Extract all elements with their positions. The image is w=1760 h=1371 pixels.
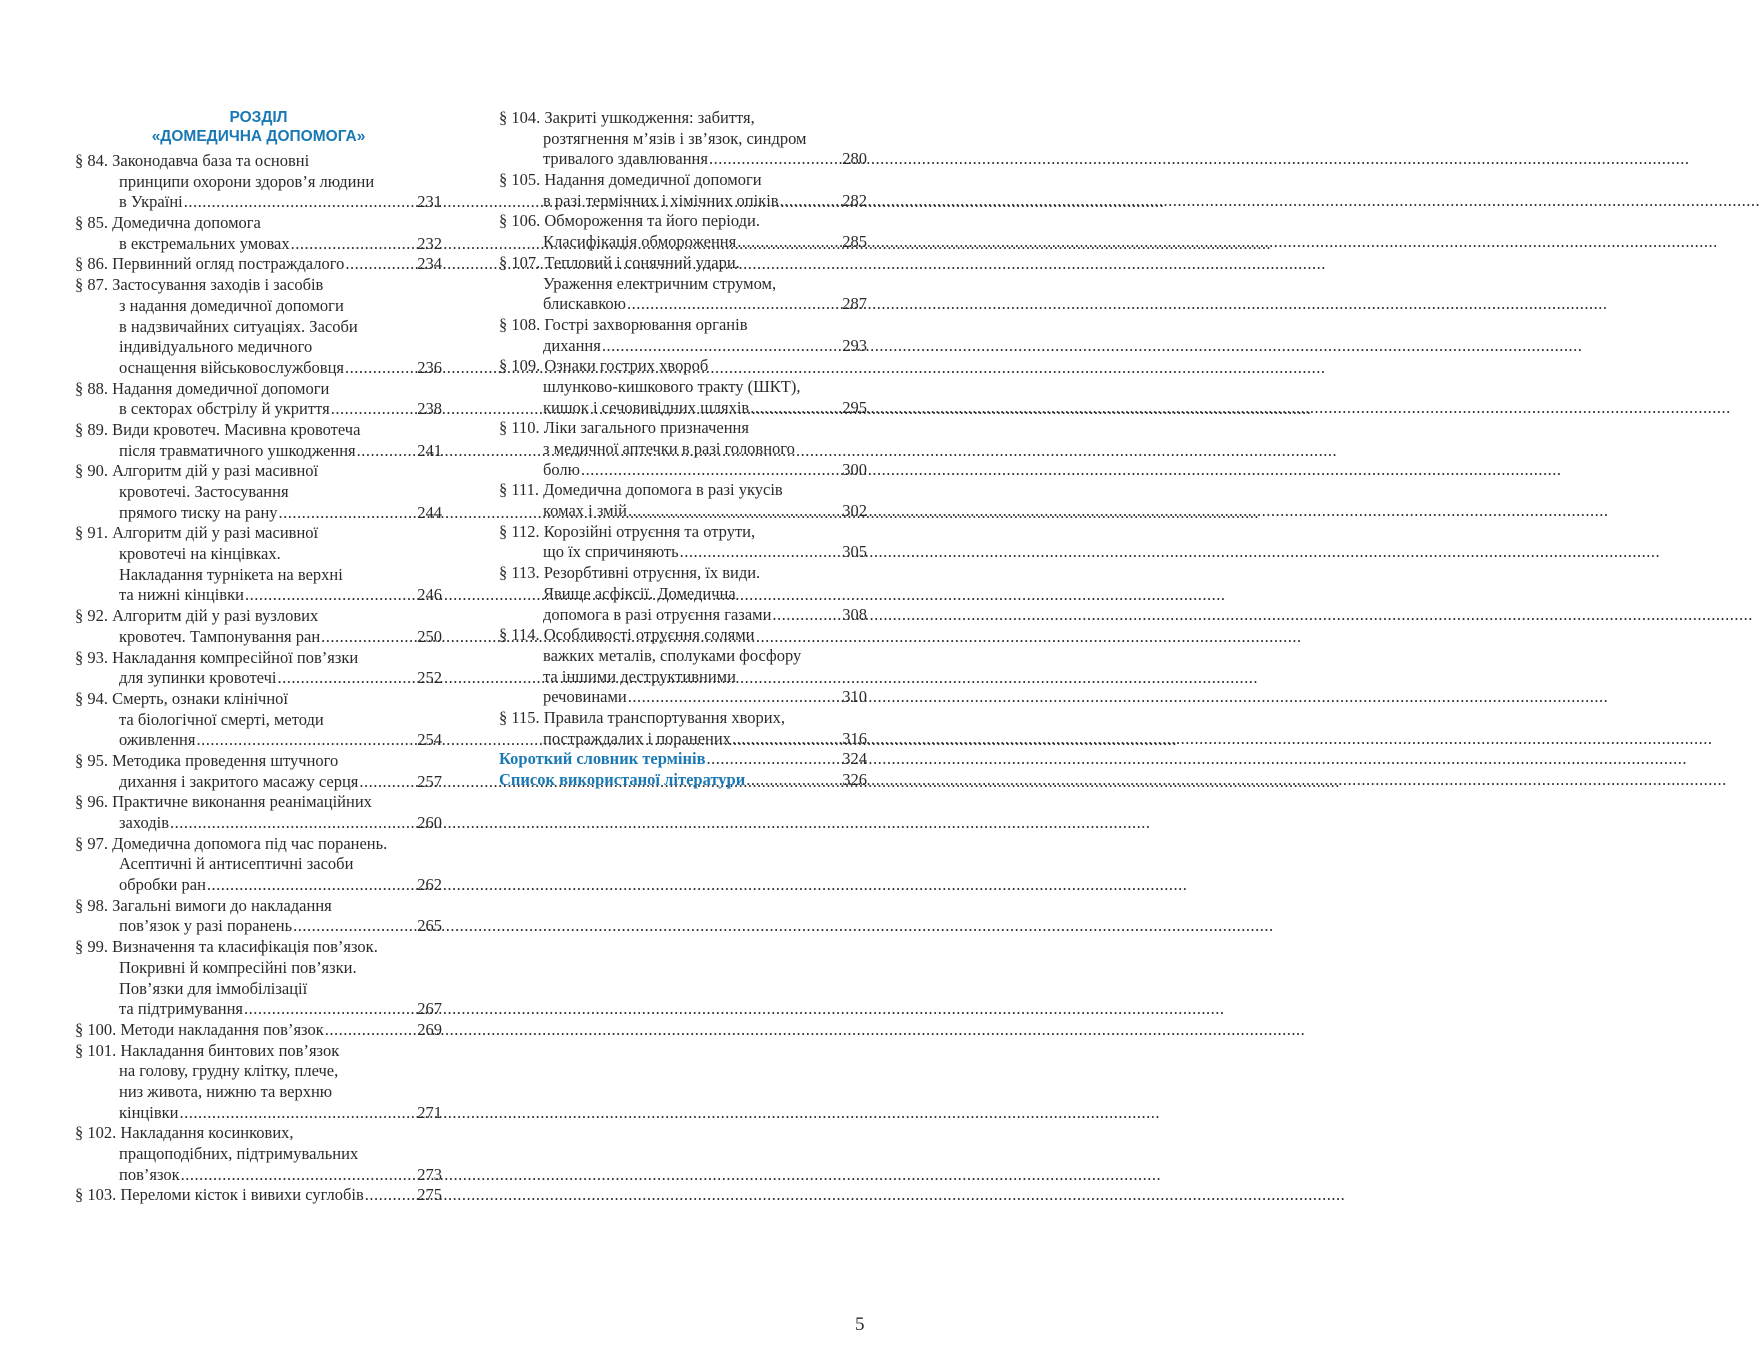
toc-entry[interactable] <box>499 315 867 356</box>
toc-entry-line <box>75 792 442 813</box>
dot-leader <box>732 729 841 750</box>
dot-leader <box>359 772 416 793</box>
toc-entry-text: що їх спричиняють <box>543 542 679 562</box>
toc-entry-line <box>499 191 867 212</box>
toc-entry-text: § 95. Методика проведення штучного <box>75 750 339 770</box>
toc-entry-text: § 104. Закриті ушкодження: забиття, <box>499 108 755 127</box>
toc-entry-text: § 115. Правила транспортування хворих, <box>499 707 785 727</box>
toc-entry-text: в Україні <box>119 192 183 212</box>
dot-leader <box>179 1103 416 1124</box>
toc-entry-text: блискавкою <box>543 294 627 314</box>
toc-entry[interactable] <box>75 1020 442 1041</box>
toc-entry-text: обробки ран <box>119 875 206 895</box>
toc-entry-text: § 91. Алгоритм дій у разі масивної <box>75 523 319 543</box>
toc-page-number: 260 <box>417 813 442 832</box>
toc-entry[interactable] <box>75 461 442 523</box>
toc-entry-line <box>499 501 867 522</box>
toc-entry[interactable] <box>75 751 442 792</box>
toc-entry[interactable] <box>75 379 442 420</box>
toc-entry[interactable] <box>499 770 867 791</box>
toc-page-number: 305 <box>842 542 867 562</box>
section-heading-line: «ДОМЕДИЧНА ДОПОМОГА» <box>151 128 366 145</box>
toc-entry-line <box>75 461 442 482</box>
toc-entry-line <box>75 834 442 855</box>
toc-page-number: 295 <box>842 397 867 417</box>
toc-page-number: 241 <box>417 440 442 460</box>
toc-entry-text: § 85. Домедична допомога <box>75 213 261 233</box>
toc-entry[interactable] <box>75 689 442 751</box>
toc-entry-text: для зупинки кровотечі <box>119 668 277 688</box>
toc-entry-text: § 114. Особливості отруєння солями <box>499 625 755 645</box>
toc-entry-text: з надання домедичної допомоги <box>119 295 344 315</box>
toc-entry-text: § 107. Тепловий і сонячний удари. <box>499 252 740 272</box>
toc-page-number: 308 <box>842 604 867 624</box>
toc-entry-line <box>499 439 867 460</box>
dot-leader <box>709 149 841 170</box>
dot-leader <box>170 813 416 834</box>
toc-entry[interactable] <box>75 420 442 461</box>
toc-entry-text: § 88. Надання домедичної допомоги <box>75 378 330 398</box>
toc-entry-line <box>75 523 442 544</box>
toc-entry-line <box>75 254 442 275</box>
toc-column-left <box>75 108 442 1206</box>
toc-entry-text: низ живота, нижню та верхню <box>119 1081 333 1101</box>
toc-entry-text: в надзвичайних ситуаціях. Засоби <box>119 316 358 336</box>
toc-entry[interactable] <box>499 356 867 418</box>
dot-leader <box>750 398 841 419</box>
toc-entries-left <box>75 151 442 1206</box>
toc-entry[interactable] <box>75 937 442 1020</box>
toc-entry-line <box>499 460 867 481</box>
toc-entry-text: в секторах обстрілу й укриття <box>119 399 330 419</box>
toc-entry-line <box>499 108 867 129</box>
toc-entry[interactable] <box>75 792 442 833</box>
toc-entry[interactable] <box>499 480 867 521</box>
dot-leader <box>321 627 416 648</box>
toc-entry-line <box>499 563 867 584</box>
toc-page-number: 244 <box>417 502 442 522</box>
section-heading-line: РОЗДІЛ <box>229 109 288 126</box>
dot-leader <box>325 1020 417 1041</box>
dot-leader <box>746 770 841 791</box>
toc-entry-line <box>75 896 442 917</box>
toc-entry-line <box>75 730 442 751</box>
dot-leader <box>277 668 416 689</box>
toc-entry[interactable] <box>499 418 867 480</box>
toc-page-number: 267 <box>417 999 442 1019</box>
toc-entry-line <box>75 772 442 793</box>
toc-entry[interactable] <box>75 151 442 213</box>
toc-entry-text: § 99. Визначення та класифікація пов’язок. <box>75 937 378 957</box>
toc-entry[interactable] <box>499 170 867 211</box>
toc-entry-text: з медичної аптечки в разі головного <box>543 439 795 458</box>
toc-entry-line <box>75 689 442 710</box>
toc-entry[interactable] <box>499 749 867 770</box>
toc-entry-text: кровотеч. Тампонування ран <box>119 626 321 646</box>
section-heading <box>75 108 442 146</box>
toc-entry-line <box>499 356 867 377</box>
dot-leader <box>680 542 842 563</box>
toc-entry-text: в екстремальних умовах <box>119 233 290 253</box>
toc-entry-text: § 102. Накладання косинкових, <box>75 1123 294 1143</box>
toc-entry-text: § 98. Загальні вимоги до накладання <box>75 895 332 915</box>
toc-page-number: 254 <box>417 730 442 750</box>
toc-page-number: 275 <box>417 1185 442 1205</box>
dot-leader <box>207 875 416 896</box>
toc-entry-line <box>75 648 442 669</box>
toc-entry-text: після травматичного ушкодження <box>119 440 356 460</box>
dot-leader <box>707 749 842 770</box>
toc-page-number: 316 <box>842 728 867 748</box>
toc-entry-text: Класифікація обмороження <box>543 232 737 252</box>
toc-page-number: 310 <box>842 687 867 707</box>
toc-entry[interactable] <box>499 253 867 315</box>
toc-entry-text: розтягнення м’язів і зв’язок, синдром <box>543 128 807 148</box>
toc-entry-line <box>499 584 867 605</box>
toc-entry-line <box>499 708 867 729</box>
toc-entry-line <box>499 129 867 150</box>
toc-entry-line <box>75 358 442 379</box>
toc-entry[interactable] <box>75 213 442 254</box>
toc-entry-line <box>75 482 442 503</box>
toc-entry-text: § 113. Резорбтивні отруєння, їх види. <box>499 563 761 583</box>
dot-leader <box>331 399 417 420</box>
toc-entry-line <box>75 751 442 772</box>
toc-entry-text: прямого тиску на рану <box>119 502 278 522</box>
dot-leader <box>196 730 416 751</box>
toc-entry-text: дихання <box>543 335 601 355</box>
toc-entry-line <box>75 317 442 338</box>
toc-page-number: 238 <box>417 399 442 419</box>
dot-leader <box>772 605 841 626</box>
dot-leader <box>184 192 417 213</box>
toc-entry-text: § 105. Надання домедичної допомоги <box>499 170 762 190</box>
toc-entry-text: та підтримування <box>119 999 243 1019</box>
toc-entry-line <box>75 213 442 234</box>
dot-leader <box>627 294 841 315</box>
toc-entry-line <box>75 441 442 462</box>
toc-entry-text: Короткий словник термінів <box>499 749 706 769</box>
toc-page-number: 250 <box>417 626 442 646</box>
toc-entry-line <box>75 958 442 979</box>
toc-entry-text: § 94. Смерть, ознаки клінічної <box>75 688 289 708</box>
toc-entry-line <box>499 294 867 315</box>
toc-entry-text: пов’язок <box>119 1164 180 1184</box>
toc-entry-line <box>75 875 442 896</box>
toc-entry-line <box>499 149 867 170</box>
dot-leader <box>293 916 416 937</box>
toc-entry-text: Покривні й компресійні пов’язки. <box>119 957 357 977</box>
toc-entry-line <box>75 937 442 958</box>
toc-page-number: 273 <box>417 1164 442 1184</box>
toc-entry-text: § 86. Первинний огляд постраждалого <box>75 254 345 274</box>
toc-entry-text: та біологічної смерті, методи <box>119 709 324 729</box>
toc-entry-text: § 87. Застосування заходів і засобів <box>75 275 324 295</box>
toc-entry[interactable] <box>75 896 442 937</box>
toc-entry-line <box>75 979 442 1000</box>
toc-entry-text: та іншими деструктивними <box>543 666 736 686</box>
toc-entry-text: § 89. Види кровотеч. Масивна кровотеча <box>75 419 361 439</box>
toc-entry[interactable] <box>499 708 867 749</box>
toc-entry-text: § 111. Домедична допомога в разі укусів <box>499 480 783 500</box>
toc-entry-line <box>499 418 867 439</box>
toc-entry[interactable] <box>75 834 442 896</box>
dot-leader <box>602 336 841 357</box>
toc-entry-line <box>75 337 442 358</box>
toc-entry-line <box>75 1103 442 1124</box>
toc-entry-line <box>75 565 442 586</box>
dot-leader <box>345 254 416 275</box>
dot-leader <box>628 501 841 522</box>
toc-entry-text: § 109. Ознаки гострих хвороб <box>499 356 709 376</box>
toc-page-number: 280 <box>842 149 867 169</box>
toc-entry[interactable] <box>499 108 867 170</box>
toc-entry-text: заходів <box>119 813 170 832</box>
toc-entry[interactable] <box>75 275 442 378</box>
dot-leader <box>365 1185 416 1206</box>
toc-page-number: 282 <box>842 190 867 210</box>
toc-page-number: 324 <box>842 749 867 769</box>
toc-entry-text: на голову, грудну клітку, плече, <box>119 1061 339 1081</box>
dot-leader <box>357 441 417 462</box>
toc-entry-line <box>499 336 867 357</box>
toc-entry-line <box>499 377 867 398</box>
toc-entry[interactable] <box>75 1041 442 1124</box>
toc-entry[interactable] <box>75 648 442 689</box>
toc-entry-line <box>75 1123 442 1144</box>
toc-entry-line <box>75 916 442 937</box>
toc-page-number: 262 <box>417 875 442 895</box>
toc-column-right <box>499 108 867 791</box>
toc-entry[interactable] <box>75 606 442 647</box>
toc-page-number: 234 <box>417 254 442 274</box>
toc-entry-text: § 103. Переломи кісток і вивихи суглобів <box>75 1185 364 1205</box>
toc-entry-text: § 112. Корозійні отруєння та отрути, <box>499 521 756 541</box>
toc-entry-line <box>499 232 867 253</box>
toc-entry-line <box>499 398 867 419</box>
toc-entry-text: Явище асфіксії. Домедична <box>543 583 736 603</box>
toc-entries-right <box>499 108 867 791</box>
toc-page-number: 326 <box>842 770 867 789</box>
toc-entry-line <box>499 542 867 563</box>
toc-entry-line <box>75 1165 442 1186</box>
toc-entry-text: § 97. Домедична допомога під час поранень. <box>75 833 388 853</box>
toc-entry-text: кишок і сечовивідних шляхів <box>543 397 750 417</box>
toc-entry-line <box>75 854 442 875</box>
toc-entry-line <box>499 646 867 667</box>
toc-entry-line <box>499 625 867 646</box>
toc-entry-text: § 108. Гострі захворювання органів <box>499 314 748 334</box>
toc-entry-text: допомога в разі отруєння газами <box>543 604 772 624</box>
toc-entry[interactable] <box>75 1123 442 1185</box>
toc-entry[interactable] <box>75 1185 442 1206</box>
toc-page-number: 293 <box>842 335 867 355</box>
toc-entry-text: та нижні кінцівки <box>119 585 244 605</box>
toc-entry[interactable] <box>75 254 442 275</box>
toc-entry-line <box>75 420 442 441</box>
toc-entry-text: пов’язок у разі поранень <box>119 916 293 936</box>
toc-entry[interactable] <box>499 522 867 563</box>
toc-page-number: 252 <box>417 668 442 688</box>
toc-entry-text: кінцівки <box>119 1102 179 1122</box>
dot-leader <box>291 234 417 255</box>
toc-entry-text: шлунково-кишкового тракту (ШКТ), <box>543 376 801 396</box>
toc-page-number: 287 <box>842 294 867 314</box>
toc-entry-text: оживлення <box>119 730 196 750</box>
toc-entry-line <box>499 605 867 626</box>
toc-entry-line <box>75 627 442 648</box>
toc-entry-line <box>75 399 442 420</box>
toc-entry-text: постраждалих і поранених <box>543 728 731 748</box>
toc-entry-text: дихання і закритого масажу серця <box>119 771 359 791</box>
dot-leader <box>628 687 841 708</box>
dot-leader <box>245 585 416 606</box>
toc-entry-text: § 100. Методи накладання пов’язок <box>75 1019 324 1039</box>
toc-page-number: 300 <box>842 459 867 479</box>
toc-entry-line <box>499 170 867 191</box>
dot-leader <box>780 191 842 212</box>
toc-entry-line <box>75 710 442 731</box>
page-number: 5 <box>855 1314 865 1335</box>
toc-entry-text: кровотечі на кінцівках. <box>119 544 281 564</box>
toc-entry-line <box>499 770 867 791</box>
toc-entry-line <box>499 211 867 232</box>
toc-entry-text: § 101. Накладання бинтових пов’язок <box>75 1040 340 1060</box>
dot-leader <box>181 1165 417 1186</box>
toc-entry-text: болю <box>543 459 580 479</box>
toc-entry-line <box>75 1041 442 1062</box>
toc-entry-line <box>75 379 442 400</box>
toc-entry-text: індивідуального медичного <box>119 337 313 357</box>
toc-entry-line <box>75 999 442 1020</box>
toc-entry-line <box>75 275 442 296</box>
toc-entry-line <box>499 522 867 543</box>
toc-page-number: 257 <box>417 771 442 791</box>
toc-entry-line <box>499 729 867 750</box>
toc-entry-line <box>75 296 442 317</box>
toc-entry-text: принципи охорони здоров’я людини <box>119 171 375 191</box>
dot-leader <box>244 999 416 1020</box>
toc-page-number: 236 <box>417 357 442 377</box>
toc-entry-line <box>75 1185 442 1206</box>
toc-entry-text: важких металів, сполуками фосфору <box>543 645 802 665</box>
toc-entry-line <box>499 667 867 688</box>
dot-leader <box>737 232 841 253</box>
toc-entry-line <box>75 151 442 172</box>
toc-page-number: 246 <box>417 585 442 605</box>
toc-entry-line <box>75 192 442 213</box>
toc-entry-line <box>499 315 867 336</box>
toc-entry-text: § 92. Алгоритм дій у разі вузлових <box>75 606 319 626</box>
toc-entry-text: речовинами <box>543 687 627 707</box>
toc-entry-line <box>499 687 867 708</box>
toc-page-number: 271 <box>417 1102 442 1122</box>
toc-entry-line <box>75 585 442 606</box>
toc-entry[interactable] <box>499 211 867 252</box>
toc-entry-line <box>499 749 867 770</box>
toc-entry[interactable] <box>499 625 867 708</box>
toc-entry-line <box>75 813 442 834</box>
toc-entry[interactable] <box>499 563 867 625</box>
toc-entry-line <box>75 1061 442 1082</box>
toc-entry-text: § 96. Практичне виконання реанімаційних <box>75 792 372 812</box>
toc-entry-text: § 84. Законодавча база та основні <box>75 151 310 170</box>
toc-entry-line <box>75 503 442 524</box>
toc-entry-text: Асептичні й антисептичні засоби <box>119 854 354 874</box>
toc-entry-text: кровотечі. Застосування <box>119 482 289 501</box>
toc-entry-line <box>75 1082 442 1103</box>
toc-entry-line <box>75 606 442 627</box>
toc-page-number: 269 <box>417 1019 442 1039</box>
toc-entry-line <box>499 274 867 295</box>
toc-entry-line <box>499 253 867 274</box>
toc-entry[interactable] <box>75 523 442 606</box>
dot-leader <box>581 460 841 481</box>
dot-leader <box>345 358 416 379</box>
toc-page-number: 232 <box>417 233 442 253</box>
toc-entry-text: пращоподібних, підтримувальних <box>119 1144 359 1163</box>
toc-entry-text: § 106. Обмороження та його періоди. <box>499 211 760 231</box>
toc-entry-text: комах і змій <box>543 501 627 521</box>
toc-entry-line <box>75 1144 442 1165</box>
toc-page-number: 302 <box>842 501 867 521</box>
toc-entry-line <box>499 480 867 501</box>
toc-entry-line <box>75 668 442 689</box>
toc-entry-text: § 90. Алгоритм дій у разі масивної <box>75 461 319 481</box>
toc-entry-text: § 110. Ліки загального призначення <box>499 418 749 438</box>
toc-entry-text: оснащення військовослужбовця <box>119 357 344 377</box>
toc-entry-text: Список використаної літератури <box>499 770 746 789</box>
toc-entry-text: Ураження електричним струмом, <box>543 273 777 293</box>
toc-entry-line <box>75 234 442 255</box>
toc-entry-text: Накладання турнікета на верхні <box>119 564 343 584</box>
toc-page-number: 231 <box>417 192 442 212</box>
toc-entry-text: § 93. Накладання компресійної пов’язки <box>75 647 359 667</box>
toc-entry-text: в разі термічних і хімічних опіків <box>543 190 779 210</box>
toc-entry-line <box>75 1020 442 1041</box>
dot-leader <box>279 503 417 524</box>
toc-page-number: 265 <box>417 916 442 936</box>
toc-entry-line <box>75 544 442 565</box>
toc-entry-text: Пов’язки для іммобілізації <box>119 978 308 998</box>
toc-entry-text: тривалого здавлювання <box>543 149 708 169</box>
toc-entry-line <box>75 172 442 193</box>
toc-page-number: 285 <box>842 232 867 252</box>
